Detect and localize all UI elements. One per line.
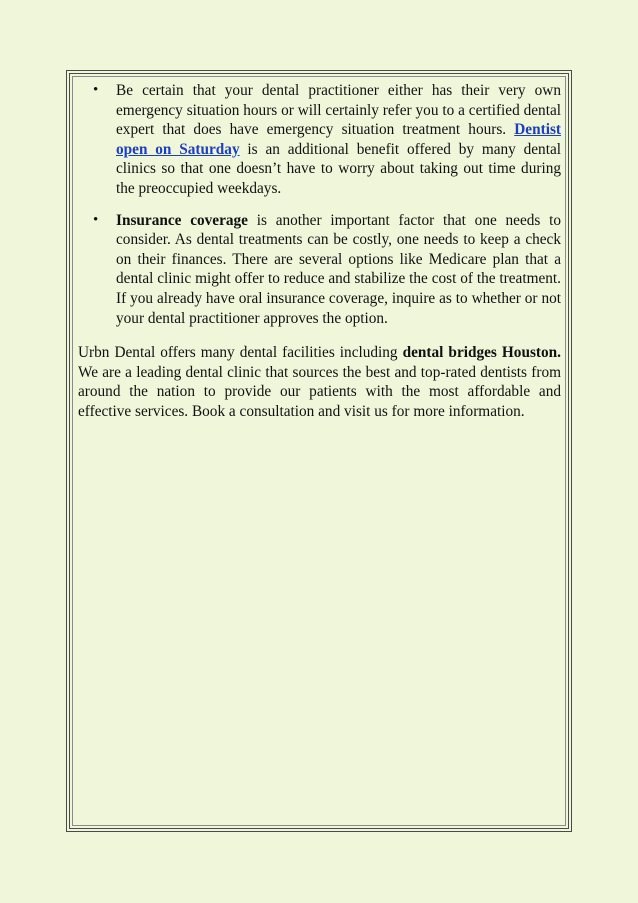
bullet-text-lead: Be certain that your dental practitioner either has their very own emergency situation hours or will certainly refer you to a certified dental expert that does have emergency situation treatment hours.	[116, 82, 561, 139]
closing-tail: We are a leading dental clinic that sources the best and top-rated dentists from around the nation to provide our patients with the most affordable and effective services. Book a consultation and visit us for more information.	[78, 363, 561, 420]
bullet-text-tail: is another important factor that one needs to consider. As dental treatments can be costly, one needs to keep a check on their finances. There are several options like Medicare plan that a dental clinic might offer to reduce and stabilize the cost of the treatment. If you already have oral insurance coverage, inquire as to whether or not your dental practitioner approves the option.	[116, 211, 561, 327]
closing-lead: Urbn Dental offers many dental facilities including	[78, 344, 403, 362]
dentist-saturday-link[interactable]: Dentist open on Saturday	[116, 121, 561, 158]
closing-bold-keyword: dental bridges Houston.	[402, 344, 561, 362]
bullet-text-tail: is an additional benefit offered by many dental clinics so that one doesn’t have to worry about taking out time during the preoccupied weekdays.	[116, 140, 562, 197]
bullet-list	[78, 81, 561, 328]
document-body	[78, 81, 561, 422]
page-border-frame	[66, 70, 572, 832]
bullet-icon: •	[93, 211, 99, 228]
list-item	[78, 81, 561, 199]
bullet-bold-lead: Insurance coverage	[116, 211, 248, 229]
list-item	[78, 211, 561, 329]
bullet-icon: •	[93, 82, 99, 98]
closing-paragraph	[78, 343, 561, 421]
